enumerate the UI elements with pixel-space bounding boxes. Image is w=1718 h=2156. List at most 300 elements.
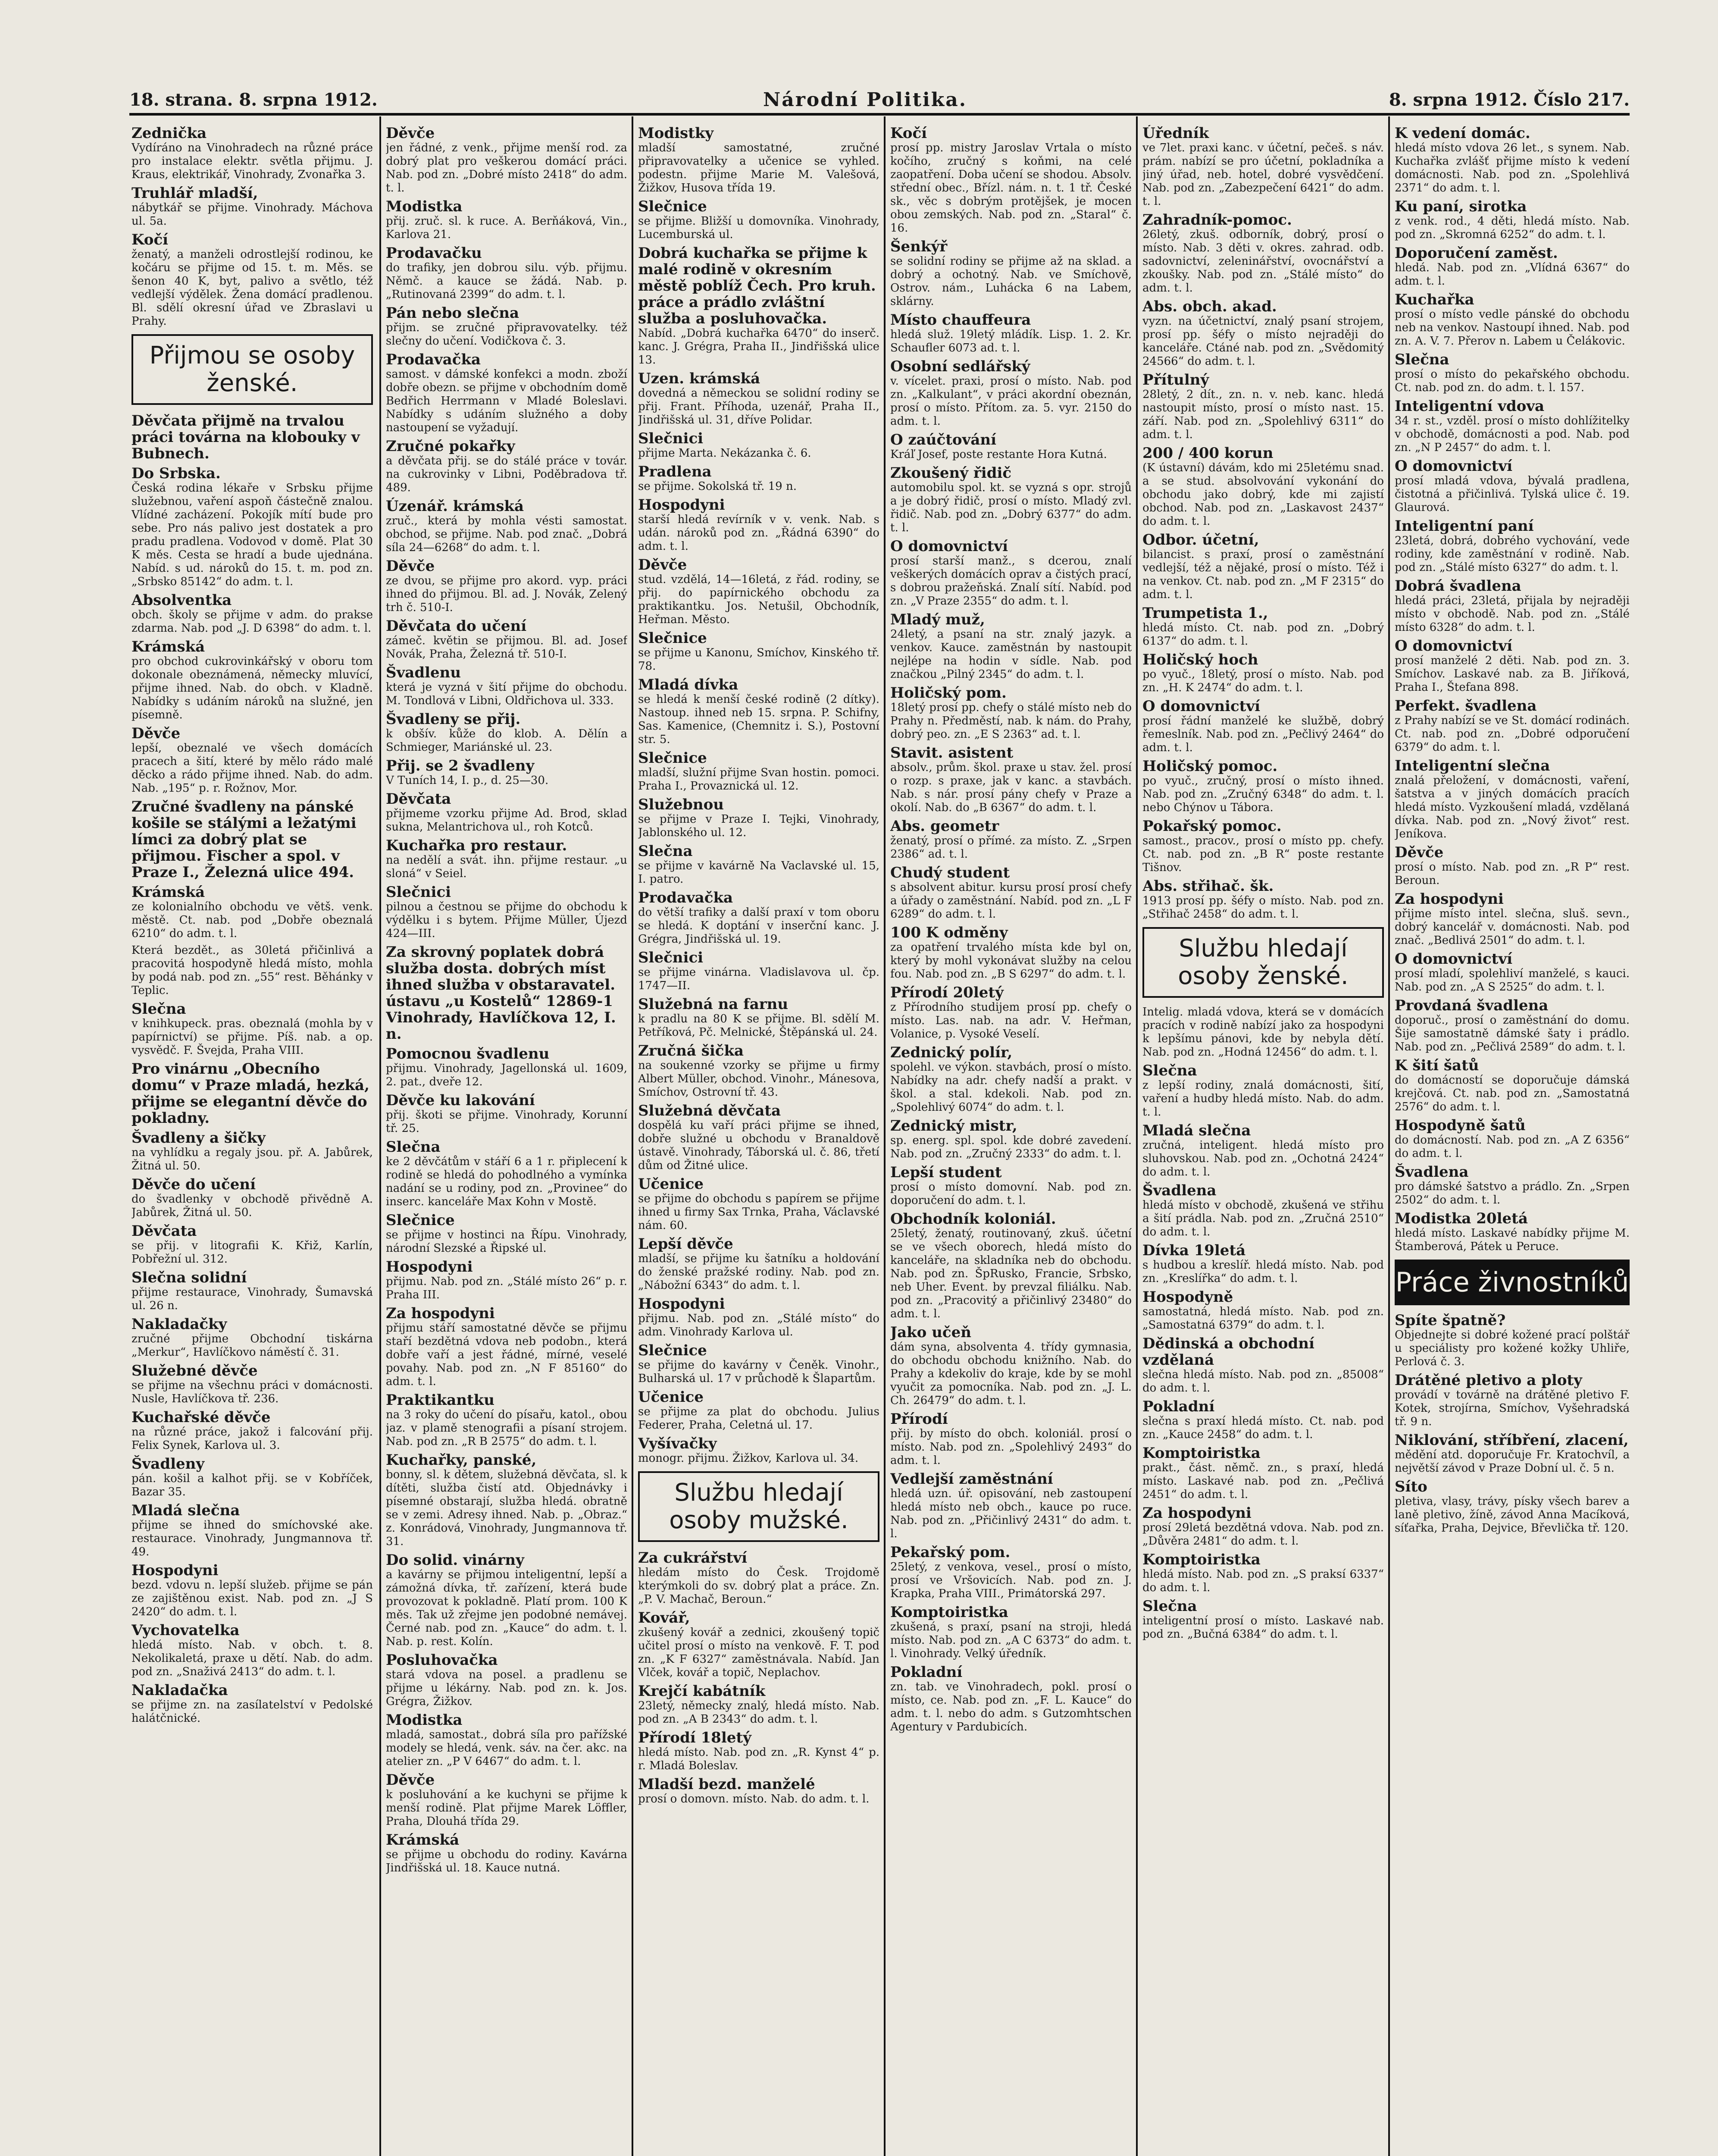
ad-text: sp. energ. spl. spol. kde dobré zavedení. Nab. pod zn. „Zručný 2333“ do adm. t. l. [890, 1134, 1132, 1160]
ad-title: K šití šatů [1395, 1057, 1479, 1074]
ad-title: Dědinská a obchodní vzdělaná [1142, 1335, 1314, 1369]
ad-title: Mladá dívka [638, 676, 739, 693]
ad-text: se přij. v litografii K. Křiž, Karlín, Pobřežní ul. 312. [131, 1239, 373, 1266]
ad-text: starší hledá revírník v v. venk. Nab. s udán. nároků pod zn. „Řádná 6390“ do adm. t. l. [638, 513, 879, 553]
classified-ad [386, 1212, 627, 1255]
ad-text: prosí pp. mistry Jaroslav Vrtala o místo kočího, zručný s koňmi, na celé zaopatření. Doba učení se shodou. Absolv. střední obec., Břízl. nám. n. t. 1 tř. České sk., věc s dobrým protějšek, je mocen obou zemských. Nab. pod zn. „Staral“ č. 16. [890, 141, 1132, 235]
ad-title: Mladá slečna [1142, 1122, 1251, 1139]
ad-title: Slečna [638, 843, 693, 860]
ad-title: Zednička [131, 125, 207, 142]
ad-title: Za hospodyni [1395, 890, 1504, 908]
ad-text: se přijme v Praze I. Tejki, Vinohrady, Jablonského ul. 12. [638, 813, 879, 839]
ad-title: Dobrá kuchařka se přijme k malé rodině v okresním městě poblíž Čech. Pro kruh. práce a prádlo zvláštní služba a posluhovačka. [638, 244, 876, 327]
ad-title: Děvčata do učení [386, 617, 527, 635]
ad-title: Vedlejší zaměstnání [890, 1470, 1053, 1488]
ad-text: v knihkupeck. pras. obeznalá (mohla by v papírnictví) se přijme. Píš. nab. a op. vysvědč. F. Švejda, Praha VIII. [131, 1017, 373, 1057]
classified-ad [386, 245, 627, 301]
ad-title: Absolventka [131, 592, 232, 609]
ad-text: prosí 29letá bezdětná vdova. Nab. pod zn. „Důvěra 2481“ do adm. t. l. [1142, 1521, 1384, 1548]
classified-ad [386, 1552, 627, 1648]
ad-title: Slečna [1395, 351, 1449, 368]
classified-ad [386, 1452, 627, 1548]
classified-ad [638, 1176, 879, 1232]
ad-text: 24letý, a psaní na str. znalý jazyk. a venkov. Kauce. zaměstnán by nastoupit nejlépe na hodin v sídle. Nab. pod značkou „Pilný 2345“ do adm. t. l. [890, 628, 1132, 681]
classified-ad [890, 1164, 1132, 1207]
classified-ad [1142, 1598, 1384, 1641]
classified-ad [638, 1550, 879, 1606]
column-divider [884, 116, 886, 2156]
ad-text: bonny, sl. k dětem, služebná děvčata, sl. k dítěti, služba čistí atd. Objednávky i písemné obstarají, služba hledá. obratně se v zemi. Adresy ihned. Nab. p. „Obraz.“ z. Konrádová, Vinohrady, Jungmannova tř. 31. [386, 1468, 627, 1548]
ad-text: přij. by místo do obch. koloniál. prosí o místo. Nab. pod zn. „Spolehlivý 2493“ do adm. t. l. [890, 1427, 1132, 1467]
ad-title: Mladší bezd. manželé [638, 1776, 815, 1793]
ad-text: po vyuč., zručný, prosí o místo ihned. Nab. pod zn. „Zručný 6348“ do adm. t. l. nebo Chýnov u Tábora. [1142, 774, 1384, 814]
ad-text: se přijme. Sokolská tř. 19 n. [638, 480, 797, 493]
classified-ad [890, 1544, 1132, 1601]
ad-title: Za cukrářství [638, 1549, 748, 1567]
classified-ad [890, 1118, 1132, 1161]
ad-title: Hospodyni [638, 1295, 725, 1313]
ad-text: do trafiky, jen dobrou silu. výb. přijmu. Němč. a kauce se žádá. Nab. p. „Rutinovaná 2399“ do adm. t. l. [386, 261, 627, 301]
ad-title: Hospodyně šatů [1395, 1117, 1526, 1134]
column-divider [379, 116, 381, 2156]
ad-title: Slečna [1142, 1598, 1197, 1615]
ad-title: Přij. se 2 švadleny [386, 757, 535, 774]
ad-title: Trumpetista 1., [1142, 605, 1268, 622]
classified-ad [638, 557, 879, 627]
classified-ad [1142, 125, 1384, 208]
ad-title: Perfekt. švadlena [1395, 697, 1537, 714]
ad-title: Švadlena [1395, 1163, 1469, 1181]
classified-ad [1395, 1057, 1630, 1114]
ad-text: hledá místo. Nab. pod zn. „R. Kynst 4“ p. r. Mladá Boleslav. [638, 1746, 879, 1772]
ad-title: Šenkýř [890, 238, 948, 255]
ad-title: Děvčata [386, 790, 451, 808]
ad-title: Služebná děvčata [638, 1102, 781, 1119]
ad-title: Dívka 19letá [1142, 1242, 1246, 1259]
ad-text: pro dámské šatstvo a prádlo. Zn. „Srpen 2502“ do adm. t. l. [1395, 1180, 1630, 1206]
ad-title: Děvče [386, 558, 435, 575]
ad-text: mladší, služní přijme Svan hostin. pomoci. Praha I., Provaznická ul. 12. [638, 766, 879, 793]
ad-text: prosí mladá vdova, bývalá pradlena, čistotná a přičinlivá. Tylská ulice č. 19. Glaurová. [1395, 474, 1630, 514]
ad-text: pro obchod cukrovinkářský v oboru tom dokonale obeznámená, německy mluvící, přijme ihned. Nab. do obch. v Kladně. Nabídky s udáním nároků na služné, jen písemně. [131, 655, 373, 721]
ad-text: ve 7let. praxi kanc. v účetní, pečeš. s náv. prám. nabízí se pro účetní, pokladníka a jiný úřad, neb. hotel, dobré vysvědčení. Nab. pod zn. „Zabezpečení 6421“ do adm. t. l. [1142, 141, 1384, 208]
ad-title: Modistka [386, 1711, 463, 1729]
ad-text: ženatý, prosí o přímé. za místo. Z. „Srpen 2386“ ad. t. l. [890, 834, 1132, 861]
ad-text: do domácností se doporučuje dámská krejčová. Ct. nab. pod zn. „Samostatná 2576“ do adm. t. l. [1395, 1074, 1630, 1113]
ad-title: Slečnici [638, 430, 704, 447]
ad-title: Kuchařky, panské, [386, 1451, 537, 1469]
classified-ad [1395, 398, 1630, 454]
classified-ad [131, 465, 373, 589]
ad-text: 1913 prosí pp. šéfy o místo. Nab. pod zn. „Střihač 2458“ do adm. t. l. [1142, 894, 1384, 921]
ad-title: Drátěné pletivo a ploty [1395, 1372, 1582, 1389]
ad-text: Česká rodina lékaře v Srbsku přijme služebnou, vaření aspoň částečně znalou. Vlídné zacházení. Pokojík mítí bude pro sebe. Pro nás palivo jest dostatek a pro pradu pradlena. Vodovod v domě. Plat 30 K měs. Cesta se hradí a bude ujednána. Nabíd. s ud. nároků do 15. t. m. pod zn. „Srbsko 85142“ do adm. t. l. [131, 482, 373, 588]
ad-text: se přijme zn. na zasílatelství v Pedolské halátčnické. [131, 1698, 373, 1725]
ad-title: O domovnictví [1395, 458, 1513, 475]
classified-ad [1395, 997, 1630, 1054]
ad-title: Slečnici [638, 949, 704, 966]
ad-text: za opatření trvalého místa kde byl on, který by mohl vykonávat služby na celou fou. Nab. pod zn. „B S 6297“ do adm. t. l. [890, 941, 1132, 981]
ad-text: se přijme u Kanonu, Smíchov, Kinského tř. 78. [638, 646, 879, 673]
classified-ad [890, 745, 1132, 815]
ad-title: Slečnice [638, 630, 707, 647]
ad-text: do švadlenky v obchodě přivědně A. Jabůrek, Žitná ul. 50. [131, 1193, 373, 1219]
ad-title: Švadleny [131, 1455, 205, 1473]
ad-text: hledá místo vdova 26 let., s synem. Nab. Kuchařka zvlášť přijme místo k vedení domácnosti. Nab. pod zn. „Spolehlivá 2371“ do adm. t. l. [1395, 141, 1630, 194]
classified-ad [890, 685, 1132, 741]
classified-ad [890, 865, 1132, 921]
ad-text: ženatý, a manželi odrostlejší rodinou, ke kočáru se přijme od 15. t. m. Měs. se šenon 40 K, byt, palivo a světlo, též vedlejší výdělek. Žena domácí pradlenou. Bl. sdělí okresní úřad ve Zbraslavi u Prahy. [131, 248, 373, 328]
classified-ad [1395, 638, 1630, 694]
ad-text: se přijme u obchodu do rodiny. Kavárna Jindřišská ul. 18. Kauce nutná. [386, 1848, 627, 1874]
classified-ad [131, 725, 373, 795]
classified-ad [638, 1342, 879, 1385]
ad-text: 23letá, dobrá, dobrého vychování, vede rodiny, kde zaměstnání v rodině. Nab. pod zn. „Stálé místo 6327“ do adm. t. l. [1395, 534, 1630, 574]
ad-title: Učenice [638, 1175, 704, 1193]
classified-ad [1142, 605, 1384, 648]
ad-text: 34 r. st., vzděl. prosí o místo dohlížitelky v obchodě, domácnosti a pod. Nab. pod zn. „N P 2457“ do adm. t. l. [1395, 414, 1630, 454]
ad-text: a kavárny se přijmou inteligentní, lepší a zámožná dívka, tř. zařízení, která bude provozovat k pokladně. Platí prom. 100 K měs. Tak už zřejme jen podobné nemávej. Černé nab. pod zn. „Kauce“ do adm. t. l. Nab. p. rest. Kolín. [386, 1568, 627, 1648]
column-5 [1142, 125, 1384, 2156]
ad-text: 25letý, z venkova, vesel., prosí o místo, prosí ve Vršovicích. Nab. pod zn. J. Krapka, Praha VIII., Primátorská 297. [890, 1561, 1132, 1600]
classified-ad [1395, 351, 1630, 395]
classified-ad [890, 1604, 1132, 1661]
classified-ad [131, 1622, 373, 1679]
classified-ad [890, 1664, 1132, 1734]
column-divider [1388, 116, 1390, 2156]
ad-title: Děvče [386, 125, 435, 142]
ad-text: inteligentní prosí o místo. Laskavé nab. pod zn. „Bučná 6384“ do adm. t. l. [1142, 1614, 1384, 1641]
classified-ad [638, 430, 879, 460]
ad-text: z lepší rodiny, znalá domácnosti, šití, vaření a hudby hledá místo. Nab. do adm. t. l. [1142, 1079, 1384, 1119]
classified-ad [386, 498, 627, 555]
classified-ad [890, 1044, 1132, 1114]
ad-text: slečna hledá místo. Nab. pod zn. „85008“ do adm. t. l. [1142, 1368, 1384, 1395]
classified-ad [1395, 518, 1630, 574]
ad-title: Pokařský pomoc. [1142, 818, 1282, 835]
ad-text: zruč., která by mohla vésti samostat. obchod, se přijme. Nab. pod znač. „Dobrá síla 24—6268“ do adm. t. l. [386, 514, 627, 554]
ad-title: Prodavačka [638, 889, 733, 906]
ad-text: hledá místo. Ct. nab. pod zn. „Dobrý 6137“ do adm. t. l. [1142, 621, 1384, 648]
ad-text: přijme místo intel. slečna, sluš. sevn., dobrý kancelář v. domácnosti. Nab. pod znač. „Bedlivá 2501“ do adm. t. l. [1395, 907, 1630, 947]
ad-title: O domovnictví [1395, 637, 1513, 655]
ad-text: hledá služ. 19letý mládík. Lisp. 1. 2. Kr. Schaufler 6073 ad. t. l. [890, 328, 1132, 354]
ad-text: Objednejte si dobré kožené prací polštář u speciálisty pro kožené kožky Uhliře, Perlová č. 3. [1395, 1329, 1630, 1368]
page-header [129, 91, 1630, 109]
ad-text: mladá, samostat., dobrá síla pro pařížské modely se hledá, venk. sáv. na čer. akc. na atelier zn. „P V 6467“ do adm. t. l. [386, 1728, 627, 1768]
classified-ad [638, 245, 879, 367]
classified-ad [1395, 578, 1630, 634]
classified-ad [638, 1683, 879, 1726]
ad-text: 26letý, zkuš. odborník, dobrý, prosí o místo. Nab. 3 děti v. okres. zahrad. odb. sadovnictví, zeleninářství, ovocnářství a zkoušky. Nab. pod zn. „Stálé místo“ do adm. t. l. [1142, 228, 1384, 295]
ad-text: hledá místo. Laskavé nabídky přijme M. Štamberová, Pátek u Peruce. [1395, 1227, 1630, 1253]
ad-title: O domovnictví [1142, 698, 1261, 715]
ad-title: Hospodyni [131, 1562, 219, 1579]
ad-text: dospělá ku vaří práci přijme se ihned, dobře služné u obchodu v Branaldově ústavě. Vinohrady, Táborská ul. č. 86, třetí dům od Žitné ulice. [638, 1119, 879, 1172]
ad-text: pletiva, vlasy, trávy, písky všech barev a laně pletivo, žíně, závod Anna Macíková, síťařka, Praha, Dejvice, Břevlička tř. 120. [1395, 1495, 1630, 1535]
classified-ad [638, 1043, 879, 1099]
classified-ad [890, 611, 1132, 681]
classified-ad [386, 711, 627, 754]
classified-ad [1395, 1372, 1630, 1429]
classified-ad [890, 818, 1132, 861]
classified-ad [386, 1392, 627, 1448]
ad-title: Síto [1395, 1478, 1427, 1495]
classified-ad [890, 984, 1132, 1041]
column-1 [131, 125, 373, 2156]
ad-title: Inteligentní paní [1395, 517, 1534, 535]
classified-ad [890, 238, 1132, 308]
classified-ad [638, 1103, 879, 1172]
ad-text: s absolvent abitur. kursu prosí prosí chefy a úřady o zaměstnání. Nabíd. pod zn. „L F 6289“ do adm. t. l. [890, 881, 1132, 921]
classified-ad [386, 438, 627, 495]
ad-title: Abs. geometr [890, 818, 999, 835]
ad-text: prosí o domovn. místo. Nab. do adm. t. l. [638, 1792, 870, 1805]
header-left: 18. strana. 8. srpna 1912. [129, 90, 378, 110]
ad-title: Lepší student [890, 1164, 1002, 1181]
ad-title: Prodavačku [386, 244, 482, 262]
ad-text: z Prahy nabízí se ve St. domácí rodinách. Ct. nab. pod zn. „Dobré odporučení 6379“ do adm. t. l. [1395, 714, 1630, 754]
ad-title: Děvčata [131, 1222, 197, 1240]
classified-ad [1395, 698, 1630, 754]
ad-title: Za hospodyni [386, 1305, 495, 1322]
ad-title: Osobní sedlářský [890, 358, 1030, 375]
ad-text: hledá místo. Nab. v obch. t. 8. Nekolikaletá, praxe u dětí. Nab. do adm. pod zn. „Snaživá 2413“ do adm. t. l. [131, 1639, 373, 1678]
classified-ad [1395, 844, 1630, 887]
ad-title: Doporučení zaměst. [1395, 244, 1558, 262]
classified-ad [1395, 125, 1630, 195]
classified-ad [1395, 458, 1630, 514]
classified-ad [131, 1223, 373, 1266]
ad-title: Abs. obch. akad. [1142, 298, 1277, 315]
ad-text: prosí starší manž., s dcerou, znalí veškerých domácích oprav a čistých prací, s dobrou pražeňská. Znalí sítí. Nabíd. pod zn. „V Praze 2355“ do adm. t. l. [890, 555, 1132, 608]
classified-ad [386, 1305, 627, 1388]
classified-ad [131, 639, 373, 722]
ad-text: (K ústavní) dávám, kdo mi 25letému snad. a se stud. absolvování vykonání do obchodu jako dobrý, kde mi zajistí obchod. Nab. pod zn. „Laskavost 2437“ do adm. t. l. [1142, 461, 1384, 528]
column-divider [1136, 116, 1138, 2156]
ad-title: Stavit. asistent [890, 744, 1014, 761]
classified-ad [131, 1176, 373, 1219]
ad-text: hledá místo v obchodě, zkušená ve střihu a šití prádla. Nab. pod zn. „Zručná 2510“ do adm. t. l. [1142, 1199, 1384, 1238]
classified-ad [131, 232, 373, 328]
classified-ad [386, 1772, 627, 1828]
ad-text: Která bezdět., as 30letá přičinlivá a pracovitá hospodyně hledá místo, mohla by podá nab. pod zn. „55“ rest. Běhánky v Teplic. [131, 944, 373, 997]
ad-text: se solidní rodiny se přijme až na sklad. a dobrý a ochotný. Nab. ve Smíchově, Ostrov. nám., Luhácka 6 na Labem, sklárny. [890, 255, 1132, 308]
ad-text: ze kolonialního obchodu ve větš. venk. městě. Ct. nab. pod „Dobře obeznalá 6210“ do adm. t. l. [131, 900, 373, 940]
ad-title: Do Srbska. [131, 465, 221, 482]
ad-title: Služebná na farnu [638, 996, 789, 1013]
ad-title: Pomocnou švadlenu [386, 1045, 550, 1062]
classified-ad [1142, 532, 1384, 602]
ad-text: zručné přijme Obchodní tiskárna „Merkur“, Havlíčkovo náměstí č. 31. [131, 1332, 373, 1359]
ad-text: přijmu. Vinohrady, Jagellonská ul. 1609, 2. pat., dveře 12. [386, 1062, 627, 1088]
ad-text: Vydíráno na Vinohradech na různé práce pro instalace elektr. světla přijmu. J. Kraus, elektrikář, Vinohrady, Zvonařka 3. [131, 141, 373, 181]
ad-text: na vyhlídku a regaly jsou. př. A. Jabůrek, Žitná ul. 50. [131, 1146, 373, 1172]
ad-text: doporuč., prosí o zaměstnání do domu. Šije samostatně dámské šaty i prádlo. Nab. pod zn. „Pečlivá 2589“ do adm. t. l. [1395, 1014, 1630, 1053]
ad-text: a děvčata přij. se do stálé práce v továr. na cukrovinky v Libni, Poděbradova tř. 489. [386, 454, 627, 494]
ad-title: Švadleny a šičky [131, 1129, 266, 1147]
ad-text: přijmu stáří samostatné děvče se přijmu staří bezdětná vdova neb podobn., která dobře vaří a jest řádné, mírné, veselé povahy. Nab. pod zn. „N F 85160“ do adm. t. l. [386, 1322, 627, 1388]
classified-ad [1142, 212, 1384, 295]
ad-title: Hospodyni [638, 496, 725, 514]
ad-title: Dobrá švadlena [1395, 577, 1521, 595]
ad-text: nábytkář se přijme. Vinohrady. Máchova ul. 5a. [131, 201, 373, 228]
classified-ad [890, 1324, 1132, 1407]
ad-text: samost., pracov., prosí o místo pp. chefy. Ct. nab. pod zn. „B R“ poste restante Tišnov. [1142, 834, 1384, 874]
ad-title: Komptoiristka [1142, 1445, 1261, 1462]
ad-text: lepší, obeznalé ve všech domácích pracech a šití, které by mělo rádo malé děcko a rádo přijme ihned. Nab. do adm. Nab. „195“ p. r. Rožnov, Mor. [131, 742, 373, 795]
column-divider [632, 116, 633, 2156]
classified-ad [386, 351, 627, 435]
ad-title: Hospodyni [386, 1258, 473, 1275]
ad-title: Holičský hoch [1142, 651, 1258, 668]
ad-text: zn. tab. ve Vinohradech, pokl. prosí o místo, ce. Nab. pod zn. „F. L. Kauce“ do adm. t. l. nebo do adm. s Gutzomhtschen Agentury v Pardubicích. [890, 1680, 1132, 1733]
ad-text: automobilu spol. kt. se vyzná s opr. strojů a je dobrý řidič, prosí o místo. Mladý zvl. řidič. Nab. pod zn. „Dobrý 6377“ do adm. t. l. [890, 481, 1132, 534]
ad-text: zručná, inteligent. hledá místo pro sluhovskou. Nab. pod zn. „Ochotná 2424“ do adm. t. l. [1142, 1139, 1384, 1178]
ad-text: přijmu. Nab. pod zn. „Stálé místo 26“ p. r. Praha III. [386, 1275, 627, 1301]
ad-text: stará vdova na posel. a pradlenu se přijme u lékárny. Nab. pod zn. k. Jos. Grégra, Žižkov. [386, 1668, 627, 1708]
classified-ad [638, 370, 879, 427]
ad-text: se přijme do obchodu s papírem se přijme ihned u firmy Sax Trnka, Praha, Václavské nám. 60. [638, 1192, 879, 1232]
ad-text: přijme se ihned do smíchovské ake. restaurace. Vinohrady, Jungmannova tř. 49. [131, 1519, 373, 1558]
ad-text: na soukenné vzorky se přijme u firmy Albert Müller, obchod. Vinohr., Mánesova, Smíchov, Ostrovní tř. 43. [638, 1059, 879, 1099]
ad-title: Kuchařské děvče [131, 1409, 271, 1426]
ad-title: Vychovatelka [131, 1622, 240, 1639]
ad-text: pán. košil a kalhot přij. se v Kobříček, Bazar 35. [131, 1472, 373, 1498]
classified-ad [131, 1269, 373, 1313]
classified-ad [638, 125, 879, 195]
ad-text: prosí řádní manželé ke službě, dobrý řemeslník. Nab. pod zn. „Pečlivý 2464“ do adm. t. l. [1142, 714, 1384, 754]
ad-text: dám syna, absolventa 4. třídy gymnasia, do obchodu obchodu knižního. Nab. do Prahy a kdekoliv do kraje, kde by se mohl vyučit za pomocníka. Nab. pod zn. „J. L. Ch. 26479“ do adm. t. l. [890, 1341, 1132, 1407]
classified-ad [1395, 1164, 1630, 1207]
ad-title: Abs. střihač. šk. [1142, 877, 1274, 895]
ad-title: Služebné děvče [131, 1362, 258, 1379]
ad-title: Učenice [638, 1388, 704, 1406]
masthead-title: Národní Politika. [763, 89, 967, 111]
ad-title: Slečna [1142, 1062, 1197, 1079]
classified-ad [131, 1001, 373, 1057]
classified-ad [1142, 445, 1384, 528]
ad-title: Přírodí [890, 1410, 948, 1428]
ad-title: Chudý student [890, 864, 1010, 881]
ad-title: Holičský pomoc. [1142, 758, 1278, 775]
ad-title: Uzen. krámská [638, 370, 760, 387]
ad-title: Slečnice [638, 749, 707, 767]
classified-ad [131, 125, 373, 182]
ad-title: Slečnice [638, 198, 707, 215]
ad-text: do domácností. Nab. pod zn. „A Z 6356“ do adm. t. l. [1395, 1134, 1630, 1160]
ad-title: Slečna [386, 1138, 441, 1156]
classified-ad [638, 198, 879, 241]
classified-ad [131, 1363, 373, 1406]
ad-text: ke 2 děvčátům v stáří 6 a 1 r. připlecení k rodině se hledá do pohodlného a vymínka nadání se u rodiny, pod zn. „Provinee“ do inserc. kanceláře Max Kohn v Mostě. [386, 1155, 627, 1208]
ad-title: Slečna solidní [131, 1269, 247, 1286]
ad-title: Pán nebo slečna [386, 304, 519, 322]
classified-ad [386, 618, 627, 661]
ad-text: 23letý, německy znalý, hledá místo. Nab. pod zn. „A B 2343“ do adm. t. l. [638, 1699, 879, 1726]
classified-ad [638, 1610, 879, 1680]
classified-ad [1142, 652, 1384, 695]
ad-text: přij. škoti se přijme. Vinohrady, Korunní tř. 25. [386, 1109, 627, 1135]
ad-text: po vyuč., 18letý, prosí o místo. Nab. pod zn. „H. K 2474“ do adm. t. l. [1142, 668, 1384, 694]
ad-title: Zkoušený řidič [890, 464, 1012, 482]
classified-ad [386, 1259, 627, 1302]
ad-title: Děvče [638, 556, 687, 573]
ad-title: Přírodí 20letý [890, 984, 1004, 1001]
ad-title: Zednický mistr, [890, 1117, 1017, 1134]
classified-ad [131, 1061, 373, 1126]
ad-text: která je vyzná v šití přijme do obchodu. M. Tondlová v Libni, Oldřichova ul. 333. [386, 681, 627, 707]
ad-text: Kráľ Josef, poste restante Hora Kutná. [890, 448, 1107, 461]
ad-text: se přijme vinárna. Vladislavova ul. čp. 1747—II. [638, 966, 879, 992]
classified-ad [1395, 758, 1630, 841]
ad-text: s hudbou a kreslíř. hledá místo. Nab. pod zn. „Kreslířka“ do adm. t. l. [1142, 1259, 1384, 1285]
ad-text: mladší, se přijme ku šatníku a holdování do ženské pražské rodiny. Nab. pod zn. „Nábožní 6343“ do adm. t. l. [638, 1252, 879, 1292]
ad-text: ze dvou, se přijme pro akord. vyp. práci ihned do přijmou. Bl. ad. J. Novák, Zelený trh č. 510-I. [386, 574, 627, 614]
classified-ad [638, 750, 879, 793]
classified-ad [386, 1712, 627, 1768]
ad-title: 100 K odměny [890, 924, 1008, 941]
classified-ad [890, 924, 1132, 981]
ad-title: Děvče do učení [131, 1176, 256, 1193]
ad-title: Zručné pokařky [386, 438, 515, 455]
classified-ad [131, 592, 373, 635]
classified-ad [131, 944, 373, 997]
ad-title: K vedení domác. [1395, 125, 1530, 142]
classified-ad [1142, 1445, 1384, 1501]
classified-ad [386, 1652, 627, 1708]
classified-ad [638, 890, 879, 946]
classified-ad [1395, 1479, 1630, 1535]
ad-text: se přijme v hostinci na Řípu. Vinohrady, národní Slezské a Řipské ul. [386, 1228, 627, 1255]
ad-text: znalá přeložení, v domácnosti, vaření, šatstva a v jiných domácích pracích hledá místo. Vyzkoušení mladá, vzdělaná dívka. Nab. pod zn. „Nový život“ rest. Jeníkova. [1395, 774, 1630, 840]
ad-title: Mladá slečna [131, 1502, 240, 1519]
ad-text: samostatná, hledá místo. Nab. pod zn. „Samostatná 6379“ do adm. t. l. [1142, 1305, 1384, 1332]
ad-title: Za hospodyni [1142, 1504, 1252, 1522]
ad-title: Děvče [386, 1771, 435, 1789]
ad-title: Děvče [1395, 844, 1444, 861]
ad-text: přijm. se zručné připravovatelky. též slečny do učení. Vodičkova č. 3. [386, 321, 627, 348]
classified-ad [638, 1776, 879, 1806]
ad-title: Švadlena [1142, 1182, 1217, 1199]
classified-ad [1395, 1312, 1630, 1369]
ad-text: Nabíd. „Dobrá kuchařka 6470“ do inserč. kanc. J. Grégra, Praha II., Jindřišská ulice 13. [638, 327, 879, 367]
ad-text: k pradlu na 80 K se přijme. Bl. sdělí M. Petříková, Pč. Melnické, Štěpánská ul. 24. [638, 1012, 879, 1039]
ad-title: Za skrovný poplatek dobrá služba dosta. dobrých míst ihned služba v obstaravatel. ústavu „u Kostelů“ 12869-1 Vinohrady, Havlíčkova 12, I. n. [386, 943, 616, 1043]
ad-text: monogr. přijmu. Žižkov, Karlova ul. 34. [638, 1452, 859, 1465]
ad-text: Intelig. mladá vdova, která se v domácích pracích v rodině nabízí jako za hospodyni k lepšímu pánovi, kde by nebyla dětí. Nab. pod zn. „Hodná 12456“ do adm. t. l. [1142, 1006, 1384, 1059]
classified-ad [1142, 298, 1384, 368]
ad-text: do větší trafiky a další praxí v tom oboru se hledá. K doptání v inserční kanc. J. Grégra, Jindřišská ul. 19. [638, 906, 879, 946]
ad-text: se hledá k menší české rodině (2 dítky). Nastoup. ihned neb 15. srpna. P. Schifny, Sas. Kamenice, (Chemnitz i. S.), Postovní str. 5. [638, 693, 879, 746]
classified-ad [638, 843, 879, 886]
classified-ad [1395, 245, 1630, 288]
classified-ad [890, 358, 1132, 428]
ad-title: Modistka [386, 198, 463, 215]
ad-text: 28letý, 2 dít., zn. n. v. neb. kanc. hledá nastoupit místo, prosí o místo nast. 15. září. Nab. pod zn. „Spolehlivý 6311“ do adm. t. l. [1142, 388, 1384, 441]
ad-title: Holičský pom. [890, 684, 1007, 702]
ad-text: spolehl. ve výkon. stavbách, prosí o místo. Nabídky na adr. chefy nadší a prakt. v škol. a stal. kdekoli. Nab. pod zn. „Spolehlivý 6074“ do adm. t. l. [890, 1061, 1132, 1114]
ad-title: Pekařský pom. [890, 1544, 1011, 1561]
ad-text: na 3 roky do učení do písařu, katol., obou jaz. v plamě stenografii a písaní strojem. Nab. pod zn. „R B 2575“ do adm. t. l. [386, 1408, 627, 1448]
ad-title: O zaúčtování [890, 431, 997, 448]
classified-ad [131, 799, 373, 881]
ad-text: stud. vzdělá, 14—16letá, z řád. rodiny, se přij. do papírnického obchodu za praktikantku. Jos. Netušil, Obchodník, Heřman. Město. [638, 573, 879, 626]
ad-text: k obšív. kůže do klob. A. Dělín a Schmieger, Mariánské ul. 23. [386, 727, 627, 754]
ad-text: jen řádné, z venk., přijme menší rod. za dobrý plat pro veškerou domácí práci. Nab. pod zn. „Dobré místo 2418“ do adm. t. l. [386, 141, 627, 194]
ad-text: mědění atd. doporučuje Fr. Kratochvíl, a největší závod v Praze Dobní ul. č. 5 n. [1395, 1448, 1630, 1475]
classified-ad [1142, 1398, 1384, 1442]
